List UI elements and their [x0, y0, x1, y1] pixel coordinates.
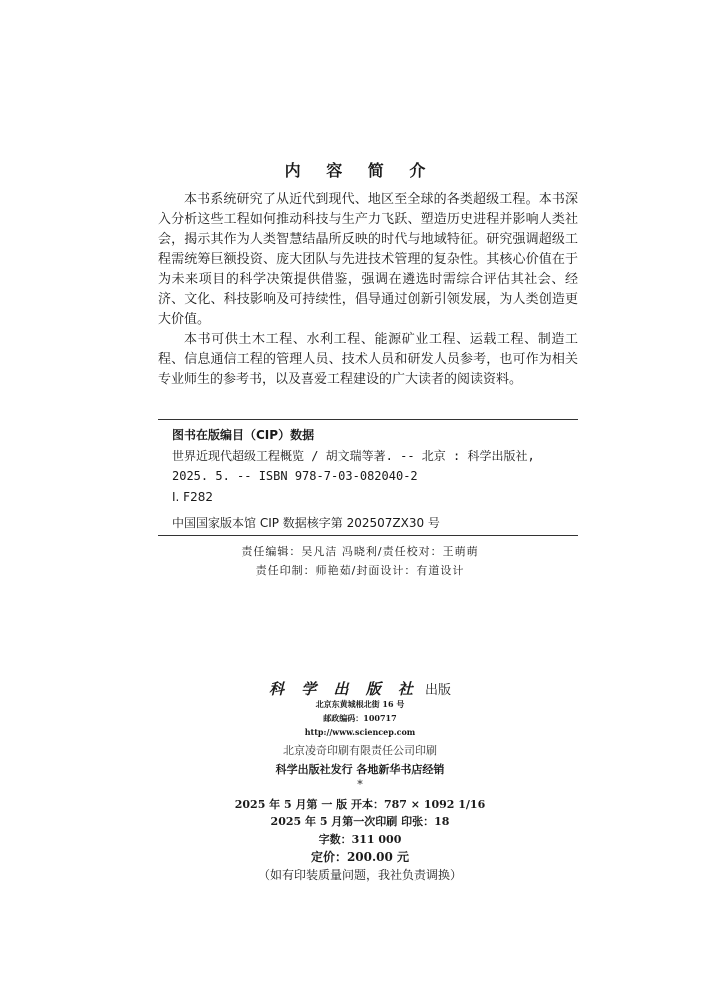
publisher-logotype: 科 学 出 版 社	[269, 680, 419, 698]
cip-verification-number: 中国国家版本馆 CIP 数据核字第 202507ZX30 号	[172, 516, 440, 530]
distribution-info: 科学出版社发行 各地新华书店经销	[275, 763, 445, 776]
quality-notice: （如有印装质量问题，我社负责调换）	[257, 868, 462, 882]
printing-info: 2025 年 5 月第一次印刷 印张：18	[270, 815, 450, 828]
cip-classification: Ⅰ. F282	[172, 490, 213, 504]
cip-record-line-1: 世界近现代超级工程概览 / 胡文瑞等著. -- 北京 : 科学出版社,	[172, 449, 535, 463]
section-title: 内 容 简 介	[284, 161, 436, 180]
staff-credits-line-2: 责任印制：师艳茹/封面设计：有道设计	[255, 564, 465, 577]
separator-asterisk: *	[357, 778, 363, 791]
publisher-name	[0, 678, 720, 699]
edition-info: 2025 年 5 月第 一 版 开本：787 × 1092 1/16	[234, 798, 486, 811]
cip-record	[172, 446, 572, 486]
summary-text	[158, 190, 578, 390]
publisher-postcode: 邮政编码：100717	[323, 713, 397, 723]
publisher-name-suffix: 出版	[424, 683, 451, 698]
publisher-website: http://www.sciencep.com	[304, 727, 416, 737]
staff-credits-line-1: 责任编辑：吴凡洁 冯晓利/责任校对：王萌萌	[241, 545, 479, 558]
cip-record-line-2: 2025. 5. -- ISBN 978-7-03-082040-2	[172, 469, 418, 483]
cip-top-rule	[158, 419, 578, 420]
publisher-address: 北京东黄城根北街 16 号	[315, 699, 405, 709]
cip-heading: 图书在版编目（CIP）数据	[172, 428, 315, 442]
summary-paragraph-1: 本书系统研究了从近代到现代、地区至全球的各类超级工程。本书深入分析这些工程如何推动科技与生产力飞跃、塑造历史进程并影响人类社会，揭示其作为人类智慧结晶所反映的时代与地域特征。研究强调超级工程需统筹巨额投资、庞大团队与先进技术管理的复杂性。其核心价值在于为未来项目的科学决策提供借鉴，强调在遴选时需综合评估其社会、经济、文化、科技影响及可持续性，倡导通过创新引领发展，为人类创造更大价值。	[158, 192, 578, 327]
word-count: 字数：311 000	[318, 833, 402, 846]
summary-paragraph-2: 本书可供土木工程、水利工程、能源矿业工程、运载工程、制造工程、信息通信工程的管理人员、技术人员和研发人员参考，也可作为相关专业师生的参考书，以及喜爱工程建设的广大读者的阅读资料。	[158, 332, 578, 387]
price: 定价：200.00 元	[310, 850, 410, 864]
cip-bottom-rule	[158, 535, 578, 536]
printer-name: 北京凌奇印刷有限责任公司印刷	[283, 744, 437, 757]
